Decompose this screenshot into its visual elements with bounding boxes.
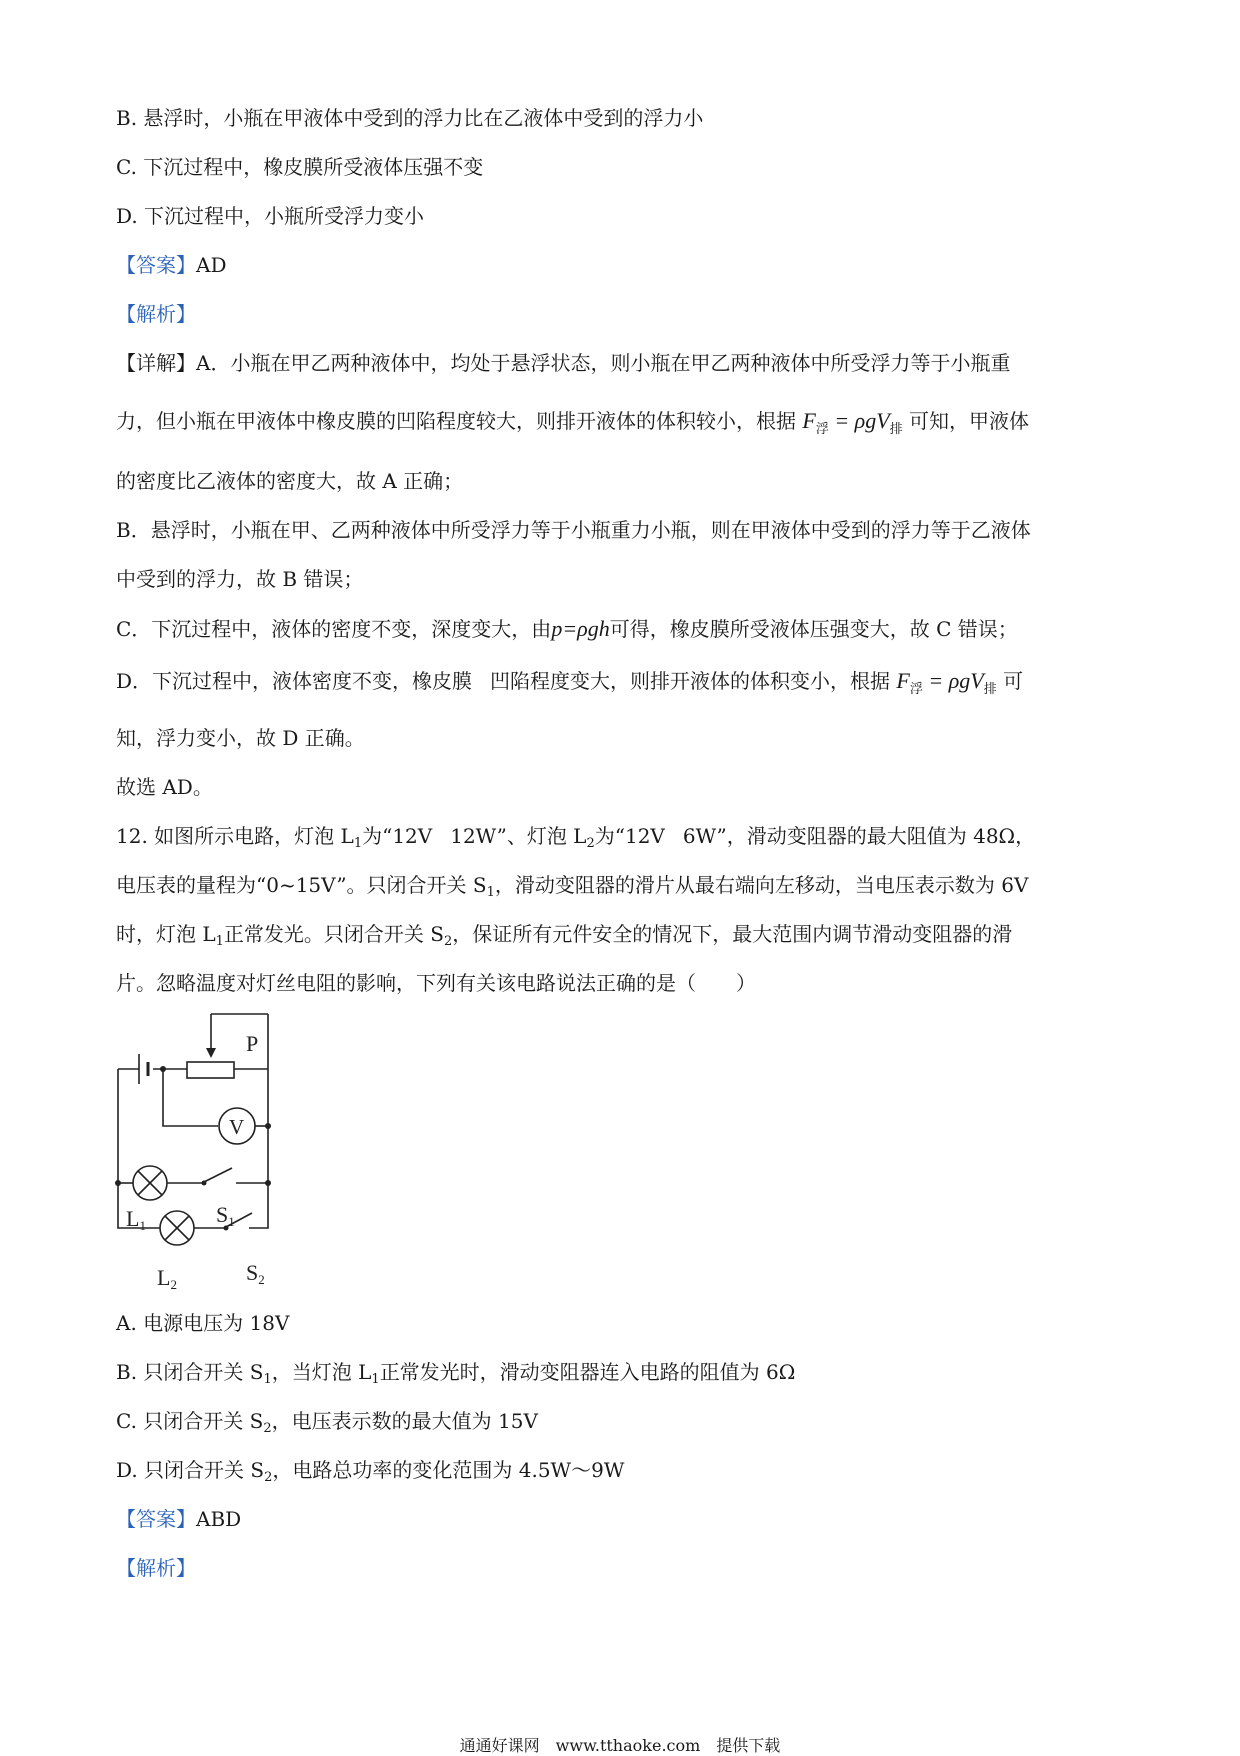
option-text: 正常发光时，滑动变阻器连入电路的阻值为 6Ω [379, 1360, 796, 1384]
detail-line-1 [116, 353, 1010, 373]
switch2-label [246, 1260, 265, 1287]
junction-dot [115, 1180, 121, 1186]
q11-option-d: D. 下沉过程中，小瓶所受浮力变小 [116, 204, 425, 228]
analysis-label: 【解析】 [116, 302, 196, 326]
formula-subscript: 浮 [909, 681, 923, 696]
q12-text: 12. 如图所示电路，灯泡 L [116, 824, 354, 848]
circuit-diagram [112, 1010, 297, 1292]
detail-text: 可 [1003, 669, 1024, 693]
q12-line-2 [116, 875, 1028, 899]
option-text: D. 只闭合开关 S [116, 1458, 265, 1482]
rheostat-body [187, 1062, 234, 1078]
subscript: 2 [264, 1470, 273, 1485]
detail-line-8: 知，浮力变小，故 D 正确。 [116, 726, 365, 750]
q12-line-1 [116, 826, 1035, 850]
detail-text: 凹陷程度变大，则排开液体的体积变小，根据 [490, 669, 891, 693]
answer-value: ABD [196, 1507, 242, 1531]
answer-value: AD [196, 253, 227, 277]
switch1-label [216, 1202, 235, 1229]
detail-line-2 [116, 410, 1029, 435]
formula-subscript: 排 [889, 421, 903, 436]
q11-option-c: C. 下沉过程中，橡皮膜所受液体压强不变 [116, 155, 484, 179]
junction-dot [265, 1180, 271, 1186]
q12-line-4: 片。忽略温度对灯丝电阻的影响，下列有关该电路说法正确的是（ ） [116, 971, 756, 995]
slider-label: P [246, 1031, 259, 1056]
q12-option-d [116, 1460, 624, 1484]
q12-option-a: A. 电源电压为 18V [116, 1311, 290, 1335]
option-text: B. 只闭合开关 S [116, 1360, 264, 1384]
detail-text: 可知，甲液体 [909, 409, 1030, 433]
formula-symbol: F [802, 408, 816, 433]
detail-line-3: 的密度比乙液体的密度大，故 A 正确； [116, 469, 464, 493]
q12-text: 12W”、灯泡 L [450, 824, 587, 848]
switch1-blade [204, 1168, 232, 1182]
q12-text: 正常发光。只闭合开关 S [223, 922, 444, 946]
subscript: 1 [263, 1372, 272, 1387]
lamp2-label [157, 1265, 177, 1292]
q12-line-3 [116, 924, 1012, 948]
q12-text: ，保证所有元件安全的情况下，最大范围内调节滑动变阻器的滑 [452, 922, 1013, 946]
detail-text: 可得，橡皮膜所受液体压强变大，故 C 错误； [609, 617, 1018, 641]
switch1-letter: S [216, 1202, 229, 1227]
subscript: 2 [443, 934, 453, 949]
option-text: ，电压表示数的最大值为 15V [271, 1409, 538, 1433]
formula-symbol: = ρgV [828, 408, 890, 433]
q12-text: 6W”，滑动变阻器的最大阻值为 48Ω， [682, 824, 1036, 848]
formula-symbol: = ρgV [922, 668, 984, 693]
subscript: 1 [353, 836, 363, 851]
subscript: 2 [263, 1421, 272, 1436]
detail-text: C．下沉过程中，液体的密度不变，深度变大，由 [116, 617, 552, 641]
switch2-letter: S [246, 1260, 259, 1285]
subscript: 2 [586, 836, 595, 851]
subscript: 1 [215, 934, 224, 949]
detail-line-9: 故选 AD。 [116, 775, 213, 799]
q12-text: 为“12V [362, 824, 433, 848]
lamp1-letter: L [126, 1206, 140, 1231]
answer-label: 【答案】 [116, 1507, 196, 1531]
subscript: 1 [371, 1372, 380, 1387]
junction-dot [160, 1066, 166, 1072]
buoyancy-formula [896, 668, 997, 696]
detail-line-6 [116, 618, 1018, 640]
option-text: C. 只闭合开关 S [116, 1409, 264, 1433]
formula-subscript: 浮 [815, 421, 829, 436]
junction-dot [265, 1123, 271, 1129]
switch1-subscript: 1 [228, 1214, 235, 1229]
detail-line-5: 中受到的浮力，故 B 错误； [116, 567, 364, 591]
detail-text: D．下沉过程中，液体密度不变，橡皮膜 [116, 669, 473, 693]
left-wire [118, 1069, 160, 1228]
option-text: ，当灯泡 L [271, 1360, 372, 1384]
q11-option-b: B. 悬浮时，小瓶在甲液体中受到的浮力比在乙液体中受到的浮力小 [116, 106, 704, 130]
q11-answer [116, 255, 226, 275]
pressure-formula: p=ρgh [551, 616, 610, 641]
voltmeter-label: V [229, 1115, 245, 1139]
q12-option-b [116, 1362, 795, 1386]
slider-arrow [206, 1048, 216, 1058]
q12-text: ，滑动变阻器的滑片从最右端向左移动，当电压表示数为 6V [494, 873, 1029, 897]
subscript: 1 [486, 885, 495, 900]
switch1-pivot [202, 1181, 207, 1186]
q12-answer [116, 1509, 241, 1529]
detail-line-7 [116, 670, 1023, 695]
detail-label: 【详解】 [116, 351, 196, 375]
answer-label: 【答案】 [116, 253, 196, 277]
detail-text: A．小瓶在甲乙两种液体中，均处于悬浮状态，则小瓶在甲乙两种液体中所受浮力等于小瓶重 [196, 351, 1011, 375]
q12-text: 电压表的量程为“0~15V”。只闭合开关 S [116, 873, 487, 897]
switch2-subscript: 2 [258, 1272, 265, 1287]
buoyancy-formula [802, 408, 903, 436]
formula-subscript: 排 [983, 681, 997, 696]
lamp1-label [126, 1206, 146, 1233]
formula-symbol: F [896, 668, 910, 693]
detail-line-4: B．悬浮时，小瓶在甲、乙两种液体中所受浮力等于小瓶重力小瓶，则在甲液体中受到的浮力等于乙液体 [116, 518, 1031, 542]
q12-option-c [116, 1411, 538, 1435]
lamp2-letter: L [157, 1265, 171, 1290]
lamp2-subscript: 2 [170, 1277, 177, 1292]
detail-text: 力，但小瓶在甲液体中橡皮膜的凹陷程度较大，则排开液体的体积较小，根据 [116, 409, 796, 433]
option-text: ，电路总功率的变化范围为 4.5W～9W [272, 1458, 625, 1482]
analysis-label: 【解析】 [116, 1556, 196, 1580]
q12-text: 时，灯泡 L [116, 922, 216, 946]
q12-text: 为“12V [594, 824, 665, 848]
q11-analysis-label [116, 304, 196, 324]
lamp1-subscript: 1 [139, 1218, 146, 1233]
q12-analysis-label [116, 1558, 196, 1578]
page-footer: 通通好课网 www.tthaoke.com 提供下载 [459, 1736, 781, 1755]
